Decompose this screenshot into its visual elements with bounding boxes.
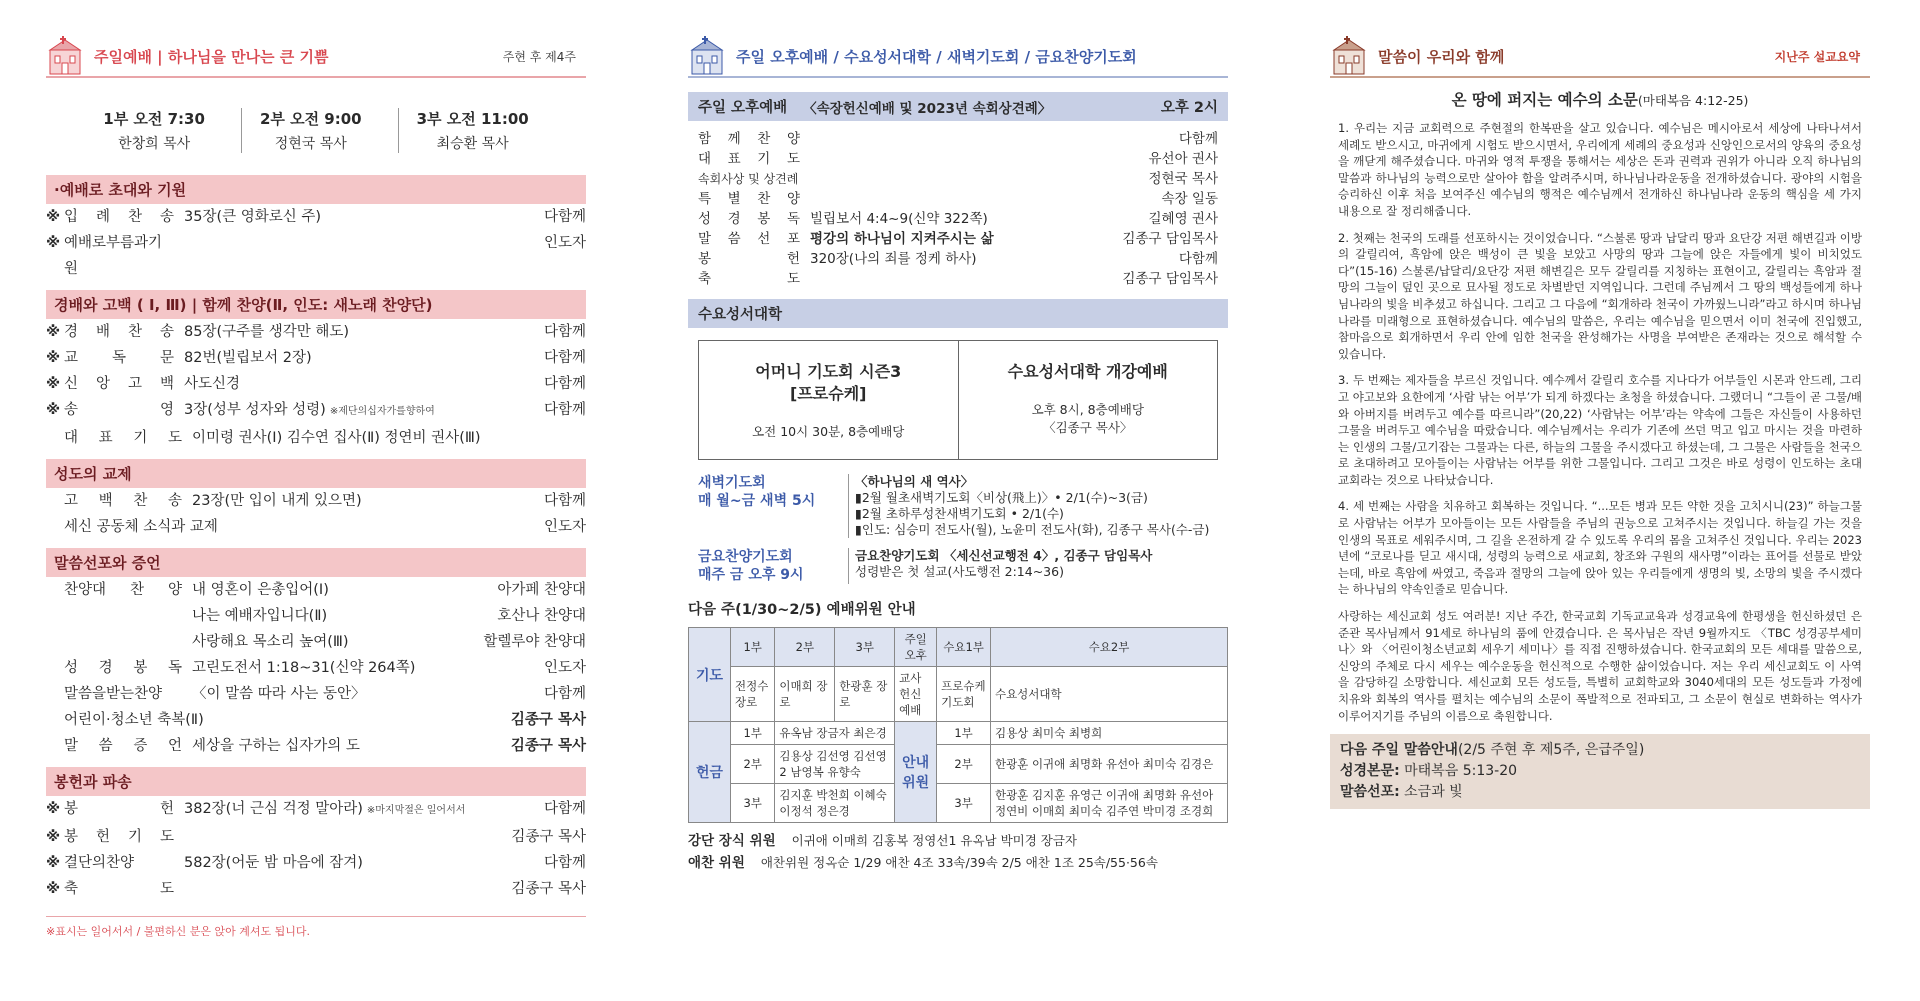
order-item-leader: 다함께 [543, 350, 586, 366]
order-item-leader: 인도자 [543, 660, 586, 676]
order-item-label: 찬양대 찬 양 [64, 582, 182, 598]
order-item-label: 경 배 찬 송 [64, 324, 174, 340]
sermon-title [1330, 88, 1870, 110]
order-item-leader: 다함께 [543, 686, 586, 702]
wednesday-label: 수요성서대학 [698, 307, 783, 323]
order-item-leader: 인도자 [543, 519, 586, 535]
standing-mark: ※ [46, 829, 61, 845]
order-item-text: 85장(구주를 생각만 해도) [184, 324, 350, 340]
order-item [46, 733, 586, 759]
table-cell: 한광훈 이귀애 최명화 유선아 최미숙 김경은 [990, 745, 1227, 784]
church-icon [1330, 36, 1370, 76]
sermon-body [1330, 120, 1870, 724]
dawn-line: ▮2월 월초새벽기도회〈비상(飛上)〉• 2/1(수)~3(금) [855, 490, 1148, 505]
order-item-value [184, 796, 506, 824]
table-cell: 3부 [937, 784, 991, 823]
afternoon-service-bar [688, 92, 1228, 121]
order-item-value [192, 629, 483, 655]
bible-college-leader: 〈김종구 목사〉 [1043, 420, 1133, 435]
order-item [46, 629, 586, 655]
order-item-label: 어린이·청소년 축복(Ⅱ) [64, 712, 204, 728]
program-item [698, 149, 1218, 169]
dawn-prayer-detail [848, 474, 1209, 538]
church-icon [688, 36, 728, 76]
standing-mark: ※ [46, 209, 61, 225]
fellowship-meal [688, 853, 1228, 873]
program-label: 축 도 [698, 271, 800, 287]
order-item-label: 고 백 찬 송 [64, 493, 182, 509]
order-item-leader: 다함께 [543, 324, 586, 340]
program-leader: 길혜영 권사 [1148, 211, 1218, 227]
sermon-summary-label: 지난주 설교요약 [1774, 49, 1860, 64]
order-item-text: 82번(빌립보서 2장) [184, 350, 312, 366]
prayer-label: 기도 [689, 628, 731, 722]
wednesday-bar [688, 299, 1228, 328]
program-item [698, 269, 1218, 289]
meal-label: 애찬 위원 [688, 855, 745, 871]
order-item-leader: 김종구 목사 [510, 738, 586, 754]
order-item [46, 876, 586, 902]
section-header: 봉헌과 파송 [46, 767, 586, 796]
order-item-label: 송 영 [64, 402, 174, 418]
standing-mark: ※ [46, 801, 61, 817]
table-cell: 전정수 장로 [731, 667, 775, 722]
next-text-label: 성경본문: [1340, 763, 1400, 780]
order-item-value [192, 603, 497, 629]
service-2 [241, 108, 380, 153]
order-item-text: 35장(큰 영화로신 주) [184, 209, 322, 225]
order-item [46, 796, 586, 824]
afternoon-program [688, 129, 1228, 289]
bible-college-info: 오후 8시, 8층예배당 [1031, 402, 1144, 417]
events-title: 주일 오후예배 / 수요성서대학 / 새벽기도회 / 금요찬양기도회 [736, 47, 1137, 66]
next-sunday-line [1340, 740, 1860, 761]
order-item-text: 고린도전서 1:18~31(신약 264쪽) [192, 660, 416, 676]
worship-title: 주일예배 | 하나님을 만나는 큰 기쁨 [94, 47, 329, 66]
order-item-value [184, 397, 506, 425]
table-header: 3부 [835, 628, 895, 667]
program-value: 320장(나의 죄를 정케 하사) [810, 251, 977, 267]
next-sunday-info: (2/5 주현 후 제5주, 은급주일) [1457, 742, 1645, 759]
order-item-text: 나는 예배자입니다(Ⅱ) [192, 608, 328, 624]
order-item [46, 850, 586, 876]
order-item-label: 봉 헌 기 도 [64, 829, 174, 845]
order-item-text: 382장(너 근심 걱정 말아라) [184, 801, 363, 817]
sermon-paragraph: 1. 우리는 지금 교회력으로 주현절의 한복판을 살고 있습니다. 예수님은 메시아로서 세상에 나타나셔서 세례도 받으시고, 마귀에게 시험도 받으시면서, 우리에게 세례의 중요성과 신앙인으로서의 양육의 중요성을 깨닫게 해주셨습니다. 마귀와 영적 투쟁을 통해서는 세상은 돈과 권력과 권위가 아니라 오직 하나님의 말씀과 하나님의 능력으로만 살아야 함을 알려주시며, 하나님나라운동을 전개하셨습니다. 광야의 시험을 승리하신 이후 처음 보여주신 예수님의 행적은 예수님께서 전개하신 하나님나라 운동의 핵심을 세 가지 내용으로 잘 정리해줍니다. [1338, 121, 1862, 218]
order-item-value [192, 681, 506, 707]
order-item [46, 488, 586, 514]
order-item [46, 655, 586, 681]
altar-names: 이귀애 이매희 김홍복 정영선1 유옥남 박미경 장금자 [791, 833, 1078, 848]
order-item-value [184, 371, 506, 397]
bible-college-title: 수요성서대학 개강예배 [1007, 362, 1168, 381]
order-item [46, 603, 586, 629]
next-title-label: 말씀선포: [1340, 784, 1400, 801]
program-value: 평강의 하나님이 지켜주시는 삶 [810, 231, 994, 247]
standing-mark: ※ [46, 324, 61, 340]
mothers-prayer [699, 341, 958, 459]
sermon-reference: (마태복음 4:12-25) [1637, 93, 1749, 108]
table-header: 수요2부 [990, 628, 1227, 667]
order-item-leader: 다함께 [543, 801, 586, 817]
table-cell: 한광훈 김지훈 유영근 이귀애 최명화 유선아 정연비 이매희 최미숙 김주연 박미경 조경희 [990, 784, 1227, 823]
order-item-leader: 아가페 찬양대 [497, 582, 586, 598]
table-cell: 김용상 최미숙 최병희 [990, 722, 1227, 745]
service-time: 2부 오전 9:00 [259, 110, 362, 128]
events-panel [688, 36, 1228, 986]
table-cell: 이매희 장로 [775, 667, 835, 722]
next-sunday-label: 다음 주일 말씀안내 [1340, 742, 1458, 759]
order-item [46, 707, 586, 733]
order-item-note: ※마지막절은 일어서서 [366, 805, 466, 816]
table-row [689, 722, 1228, 745]
order-item-text: 23장(만 입이 내게 있으면) [192, 493, 362, 509]
next-title: 소금과 빛 [1404, 784, 1463, 801]
order-item-leader: 인도자 [543, 235, 586, 251]
program-leader: 속장 일동 [1161, 191, 1218, 207]
order-item-value [184, 345, 506, 371]
order-item-text: 3장(성부 성자와 성령) [184, 402, 326, 418]
order-item [46, 204, 586, 230]
order-item [46, 319, 586, 345]
order-item-text: 이미령 권사(Ⅰ) 김수연 집사(Ⅱ) 정연비 권사(Ⅲ) [192, 430, 481, 446]
section-header: 성도의 교제 [46, 459, 586, 488]
order-item-text: 내 영혼이 은총입어(Ⅰ) [192, 582, 329, 598]
order-item-text: 세상을 구하는 십자가의 도 [192, 738, 360, 754]
service-pastor: 정현국 목사 [274, 136, 347, 152]
program-label: 대 표 기 도 [698, 151, 800, 167]
order-item-leader: 김종구 목사 [510, 712, 586, 728]
next-title-line [1340, 782, 1860, 803]
order-item-label: 교 독 문 [64, 350, 174, 366]
table-cell: 수요성서대학 [990, 667, 1227, 722]
church-icon [46, 36, 86, 76]
program-item [698, 209, 1218, 229]
order-item-leader: 김종구 목사 [511, 829, 586, 845]
service-time: 3부 오전 11:00 [416, 110, 529, 128]
table-cell: 한광훈 장로 [835, 667, 895, 722]
section-header: 경배와 고백 ( Ⅰ, Ⅲ) | 함께 찬양(Ⅱ, 인도: 새노래 찬양단) [46, 290, 586, 319]
program-item [698, 189, 1218, 209]
order-item [46, 397, 586, 425]
dawn-line: ▮2월 초하루성찬새벽기도회 • 2/1(수) [855, 506, 1064, 521]
sermon-paragraph: 3. 두 번째는 제자들을 부르신 것입니다. 예수께서 갈릴리 호수를 지나다가 어부들인 시몬과 안드레, 그리고 야고보와 요한에게 ‘사람 낚는 어부’가 되게 하겠다는 초청을 하셨습니다. 그랬더니 “그들이 곧 그물/배와 아버지를 버려두고 예수를 따르니라”(20,22) ‘사람낚는 어부’라는 약속에 그들은 자신들이 사용하던 그물을 버려두고 예수님을 따랐습니다. 예수님께서는 우리가 기존에 쓰던 먹고 입고 마시는 것을 마련하는 인생의 그물/고기잡는 그물과는 다른, 하늘의 그물을 주시겠다고 하셨는데, 그 그물은 사람들을 천국으로 초대하려고 모아들이는 사람낚는 어부를 위한 그물입니다. 그리고 그것은 바로 성령이 인도하는 초대교회라는 것으로 나타났습니다. [1338, 373, 1862, 487]
order-item [46, 681, 586, 707]
table-cell: 프로슈케기도회 [937, 667, 991, 722]
order-item-label: 성 경 봉 독 [64, 660, 182, 676]
sermon-paragraph: 2. 첫째는 천국의 도래를 선포하시는 것이었습니다. “스불론 땅과 납달리 땅과 요단강 저편 해변길과 이방의 갈릴리여, 흑암에 앉은 백성이 큰 빛을 보았고 사망의 땅과 그늘에 앉은 자들에게 빛이 비치었도다”(15-16) 스불론/납달리/요단강 저편 해변길은 모두 갈릴리를 지칭하는 표현이고, 갈릴리는 흑암과 절망의 그늘이 덮인 곳으로 묘사될 정도로 차별받던 지역입니다. 그런데 주님께서 그 땅의 백성들에게 하나님나라의 빛을 비추셨고 하십니다. 그리고 그 다음에 “회개하라 천국이 가까웠느니라”라고 하시며 하나님나라를 미래형으로 표현하셨습니다. 예수님의 말씀은, 우리는 예수님을 믿으면서 이미 천국에 진입했고, 참마음으로 회개하면서 우리 안에 임한 천국을 완성해가는 사명을 부여받은 존재라는 것으로 해석할 수 있습니다. [1338, 230, 1862, 361]
table-row [689, 745, 1228, 784]
program-item [698, 229, 1218, 249]
table-cell: 유옥남 장금자 최은경 [775, 722, 895, 745]
table-cell: 2부 [731, 745, 775, 784]
order-item-leader: 호산나 찬양대 [497, 608, 586, 624]
standing-mark: ※ [46, 376, 61, 392]
friday-prayer-label: 금요찬양기도회 [698, 549, 793, 565]
order-item-value [192, 733, 506, 759]
order-item-label: 결단의찬양 [64, 855, 135, 871]
dawn-prayer [688, 474, 1228, 538]
usher-label: 안내 위원 [895, 722, 937, 823]
order-item [46, 230, 586, 282]
friday-prayer [688, 548, 1228, 584]
order-item-value [184, 204, 506, 230]
order-item-leader: 다함께 [543, 376, 586, 392]
order-item-leader: 할렐루야 찬양대 [483, 634, 586, 650]
section-header: ·예배로 초대와 기원 [46, 175, 586, 204]
friday-prayer-key [688, 548, 848, 584]
program-value: 빌립보서 4:4~9(신약 322쪽) [810, 211, 988, 227]
order-item-value [184, 850, 506, 876]
dawn-prayer-label: 새벽기도회 [698, 475, 766, 491]
standing-mark: ※ [46, 235, 61, 251]
table-cell: 1부 [731, 722, 775, 745]
service-3 [398, 108, 547, 153]
standing-mark: ※ [46, 881, 61, 897]
sermon-paragraph: 사랑하는 세신교회 성도 여러분! 지난 주간, 한국교회 기독교교육과 성경교육에 한평생을 헌신하셨던 은준관 목사님께서 91세로 하나님의 품에 안겼습니다. 은 목사님은 작년 9월까지도 〈TBC 성경공부세미나〉와 〈어린이청소년교회 세우기 세미나〉를 직접 진행하셨습니다. 한국교회의 모든 세대를 말씀으로, 신앙의 주체로 다시 세우는 예수운동을 헌신적으로 수행한 삶이었습니다. 저는 우리 세신교회도 이 사역을 감당하길 소망합니다. 세신교회 모든 성도들, 특별히 교회학교와 3040세대의 모든 성도들과 가정에 치유와 회복의 역사를 펼치는 예수님의 소문이 폭발적으로 전파되고, 그 소문이 현실로 변화하는 역사가 이루어지기를 주님의 이름으로 축원합니다. [1338, 609, 1862, 723]
program-leader: 유선아 권사 [1148, 151, 1218, 167]
order-item-label: 입 례 찬 송 [64, 209, 174, 225]
table-cell: 교사헌신예배 [895, 667, 937, 722]
dawn-prayer-head: 〈하나님의 새 역사〉 [855, 474, 974, 489]
table-cell: 김지훈 박천희 이혜숙 이정석 정은경 [775, 784, 895, 823]
friday-prayer-time: 매주 금 오후 9시 [698, 567, 804, 583]
service-1 [85, 108, 223, 153]
order-item [46, 345, 586, 371]
dawn-line: ▮인도: 심승미 전도사(월), 노윤미 전도사(화), 김종구 목사(수-금) [855, 522, 1210, 537]
liturgical-week: 주현 후 제4주 [502, 49, 576, 64]
dawn-prayer-time: 매 월~금 새벽 5시 [698, 493, 816, 509]
bible-college-opening [958, 341, 1218, 459]
sermon-paragraph: 4. 세 번째는 사람을 치유하고 회복하는 것입니다. “...모든 병과 모든 약한 것을 고치시니(23)” 하늘그물로 사람낚는 어부가 모아들이는 모든 사람들을 주님의 권능으로 고쳐주시는 것입니다. 하늘길 가는 것을 인생의 목표로 세워주시며, 그 길을 온전하게 갈 수 있도록 우리의 몸을 고쳐주신 것입니다. 우리는 2023년에 “코로나를 딛고 새시대, 성령의 능력으로 새교회, 창조와 구원의 새사명”이라는 표어를 선물로 받았는데, 바로 흑암에 싸였고, 죽음과 절망의 그늘에 앉아 있는 우리들에게 생명의 빛, 소망의 빛을 주시겠다는 하나님의 약속인줄로 믿습니다. [1338, 499, 1862, 597]
program-leader: 김종구 담임목사 [1122, 271, 1218, 287]
sermon-panel [1330, 36, 1870, 986]
order-item-label: 축 도 [64, 881, 174, 897]
order-item-label: 예배로부름과기원 [64, 235, 163, 277]
order-item-leader: 다함께 [543, 402, 586, 418]
program-leader: 정현국 목사 [1148, 171, 1218, 187]
order-item-leader: 다함께 [543, 855, 586, 871]
duty-table [688, 627, 1228, 823]
service-pastor: 한창희 목사 [118, 136, 191, 152]
table-row [689, 628, 1228, 667]
worship-order-panel [46, 36, 586, 986]
sermon-title-text: 온 땅에 퍼지는 예수의 소문 [1451, 91, 1638, 109]
next-text: 마태복음 5:13-20 [1404, 763, 1518, 780]
table-cell: 1부 [937, 722, 991, 745]
table-cell: 2부 [937, 745, 991, 784]
table-header: 수요1부 [937, 628, 991, 667]
program-item [698, 129, 1218, 149]
order-item-text: 사랑해요 목소리 높여(Ⅲ) [192, 634, 349, 650]
meal-names: 애찬위원 정옥순 1/29 애찬 4조 33속/39속 2/5 애찬 1조 25속/55·56속 [760, 855, 1158, 870]
order-item-text: 〈이 말씀 따라 사는 동안〉 [192, 686, 366, 702]
order-item-text: 582장(어둔 밤 마음에 잠겨) [184, 855, 363, 871]
order-item-label: 세신 공동체 소식과 교제 [64, 519, 218, 535]
duty-title: 다음 주(1/30~2/5) 예배위원 안내 [688, 602, 916, 618]
friday-line: 금요찬양기도회 〈세신선교행전 4〉, 김종구 담임목사 [855, 548, 1153, 563]
program-leader: 다함께 [1178, 251, 1218, 267]
order-item-value [192, 425, 506, 451]
program-label: 속회사상 및 상견례 [698, 172, 799, 186]
mothers-prayer-sub: [프로슈케] [790, 384, 867, 403]
order-item [46, 824, 586, 850]
dawn-prayer-key [688, 474, 848, 538]
order-item-value [192, 577, 497, 603]
altar-label: 강단 장식 위원 [688, 833, 776, 849]
table-header: 2부 [775, 628, 835, 667]
order-item-leader: 다함께 [543, 493, 586, 509]
friday-line: 성령받은 첫 설교(사도행전 2:14~36) [855, 564, 1064, 579]
section-header: 말씀선포와 증언 [46, 548, 586, 577]
standing-note: ※표시는 일어서서 / 불편하신 분은 앉아 계셔도 됩니다. [46, 916, 586, 939]
order-item-value [184, 319, 506, 345]
order-item-leader: 김종구 목사 [511, 881, 586, 897]
next-sunday-box [1330, 734, 1870, 809]
table-cell: 3부 [731, 784, 775, 823]
table-header: 1부 [731, 628, 775, 667]
standing-mark: ※ [46, 350, 61, 366]
order-item [46, 577, 586, 603]
table-cell: 김용상 김선영 김선영2 남영복 유향숙 [775, 745, 895, 784]
order-item-label: 신 앙 고 백 [64, 376, 174, 392]
program-label: 말 씀 선 포 [698, 231, 800, 247]
afternoon-subtitle: 〈속장헌신예배 및 2023년 속회상견례〉 [803, 100, 1052, 117]
order-item-text: 사도신경 [184, 376, 241, 392]
afternoon-label: 주일 오후예배 [698, 100, 788, 116]
order-item-value [192, 488, 506, 514]
service-times [46, 108, 586, 153]
order-item-label: 말씀을받는찬양 [64, 686, 163, 702]
mothers-prayer-title: 어머니 기도회 시즌3 [755, 362, 902, 381]
table-row [689, 667, 1228, 722]
offering-label: 헌금 [689, 722, 731, 823]
program-leader: 다함께 [1178, 131, 1218, 147]
wednesday-box [698, 340, 1218, 460]
program-item [698, 169, 1218, 189]
program-label: 함 께 찬 양 [698, 131, 800, 147]
afternoon-time: 오후 2시 [1160, 100, 1218, 116]
next-text-line [1340, 761, 1860, 782]
service-time: 1부 오전 7:30 [103, 110, 205, 128]
sermon-header [1330, 36, 1870, 78]
service-pastor: 최승환 목사 [436, 136, 509, 152]
order-item-value [192, 655, 506, 681]
worship-header [46, 36, 586, 78]
program-item [698, 249, 1218, 269]
altar-deco [688, 831, 1228, 851]
order-item-label: 말 씀 증 언 [64, 738, 182, 754]
order-item [46, 514, 586, 540]
table-row [689, 784, 1228, 823]
order-item-note: ※제단의십자가를향하여 [329, 406, 435, 417]
order-item-leader: 다함께 [543, 209, 586, 225]
program-leader: 김종구 담임목사 [1122, 231, 1218, 247]
events-header [688, 36, 1228, 78]
friday-prayer-detail [848, 548, 1152, 584]
order-item [46, 425, 586, 451]
order-item [46, 371, 586, 397]
standing-mark: ※ [46, 855, 61, 871]
standing-mark: ※ [46, 402, 61, 418]
program-label: 성 경 봉 독 [698, 211, 800, 227]
sermon-section-title: 말씀이 우리와 함께 [1378, 47, 1505, 66]
program-label: 특 별 찬 양 [698, 191, 800, 207]
mothers-prayer-info: 오전 10시 30분, 8층예배당 [752, 424, 905, 439]
table-header: 주일오후 [895, 628, 937, 667]
program-label: 봉 헌 [698, 251, 800, 267]
order-item-label: 봉 헌 [64, 801, 174, 817]
order-item-label: 대 표 기 도 [64, 430, 182, 446]
order-sections [46, 175, 586, 902]
